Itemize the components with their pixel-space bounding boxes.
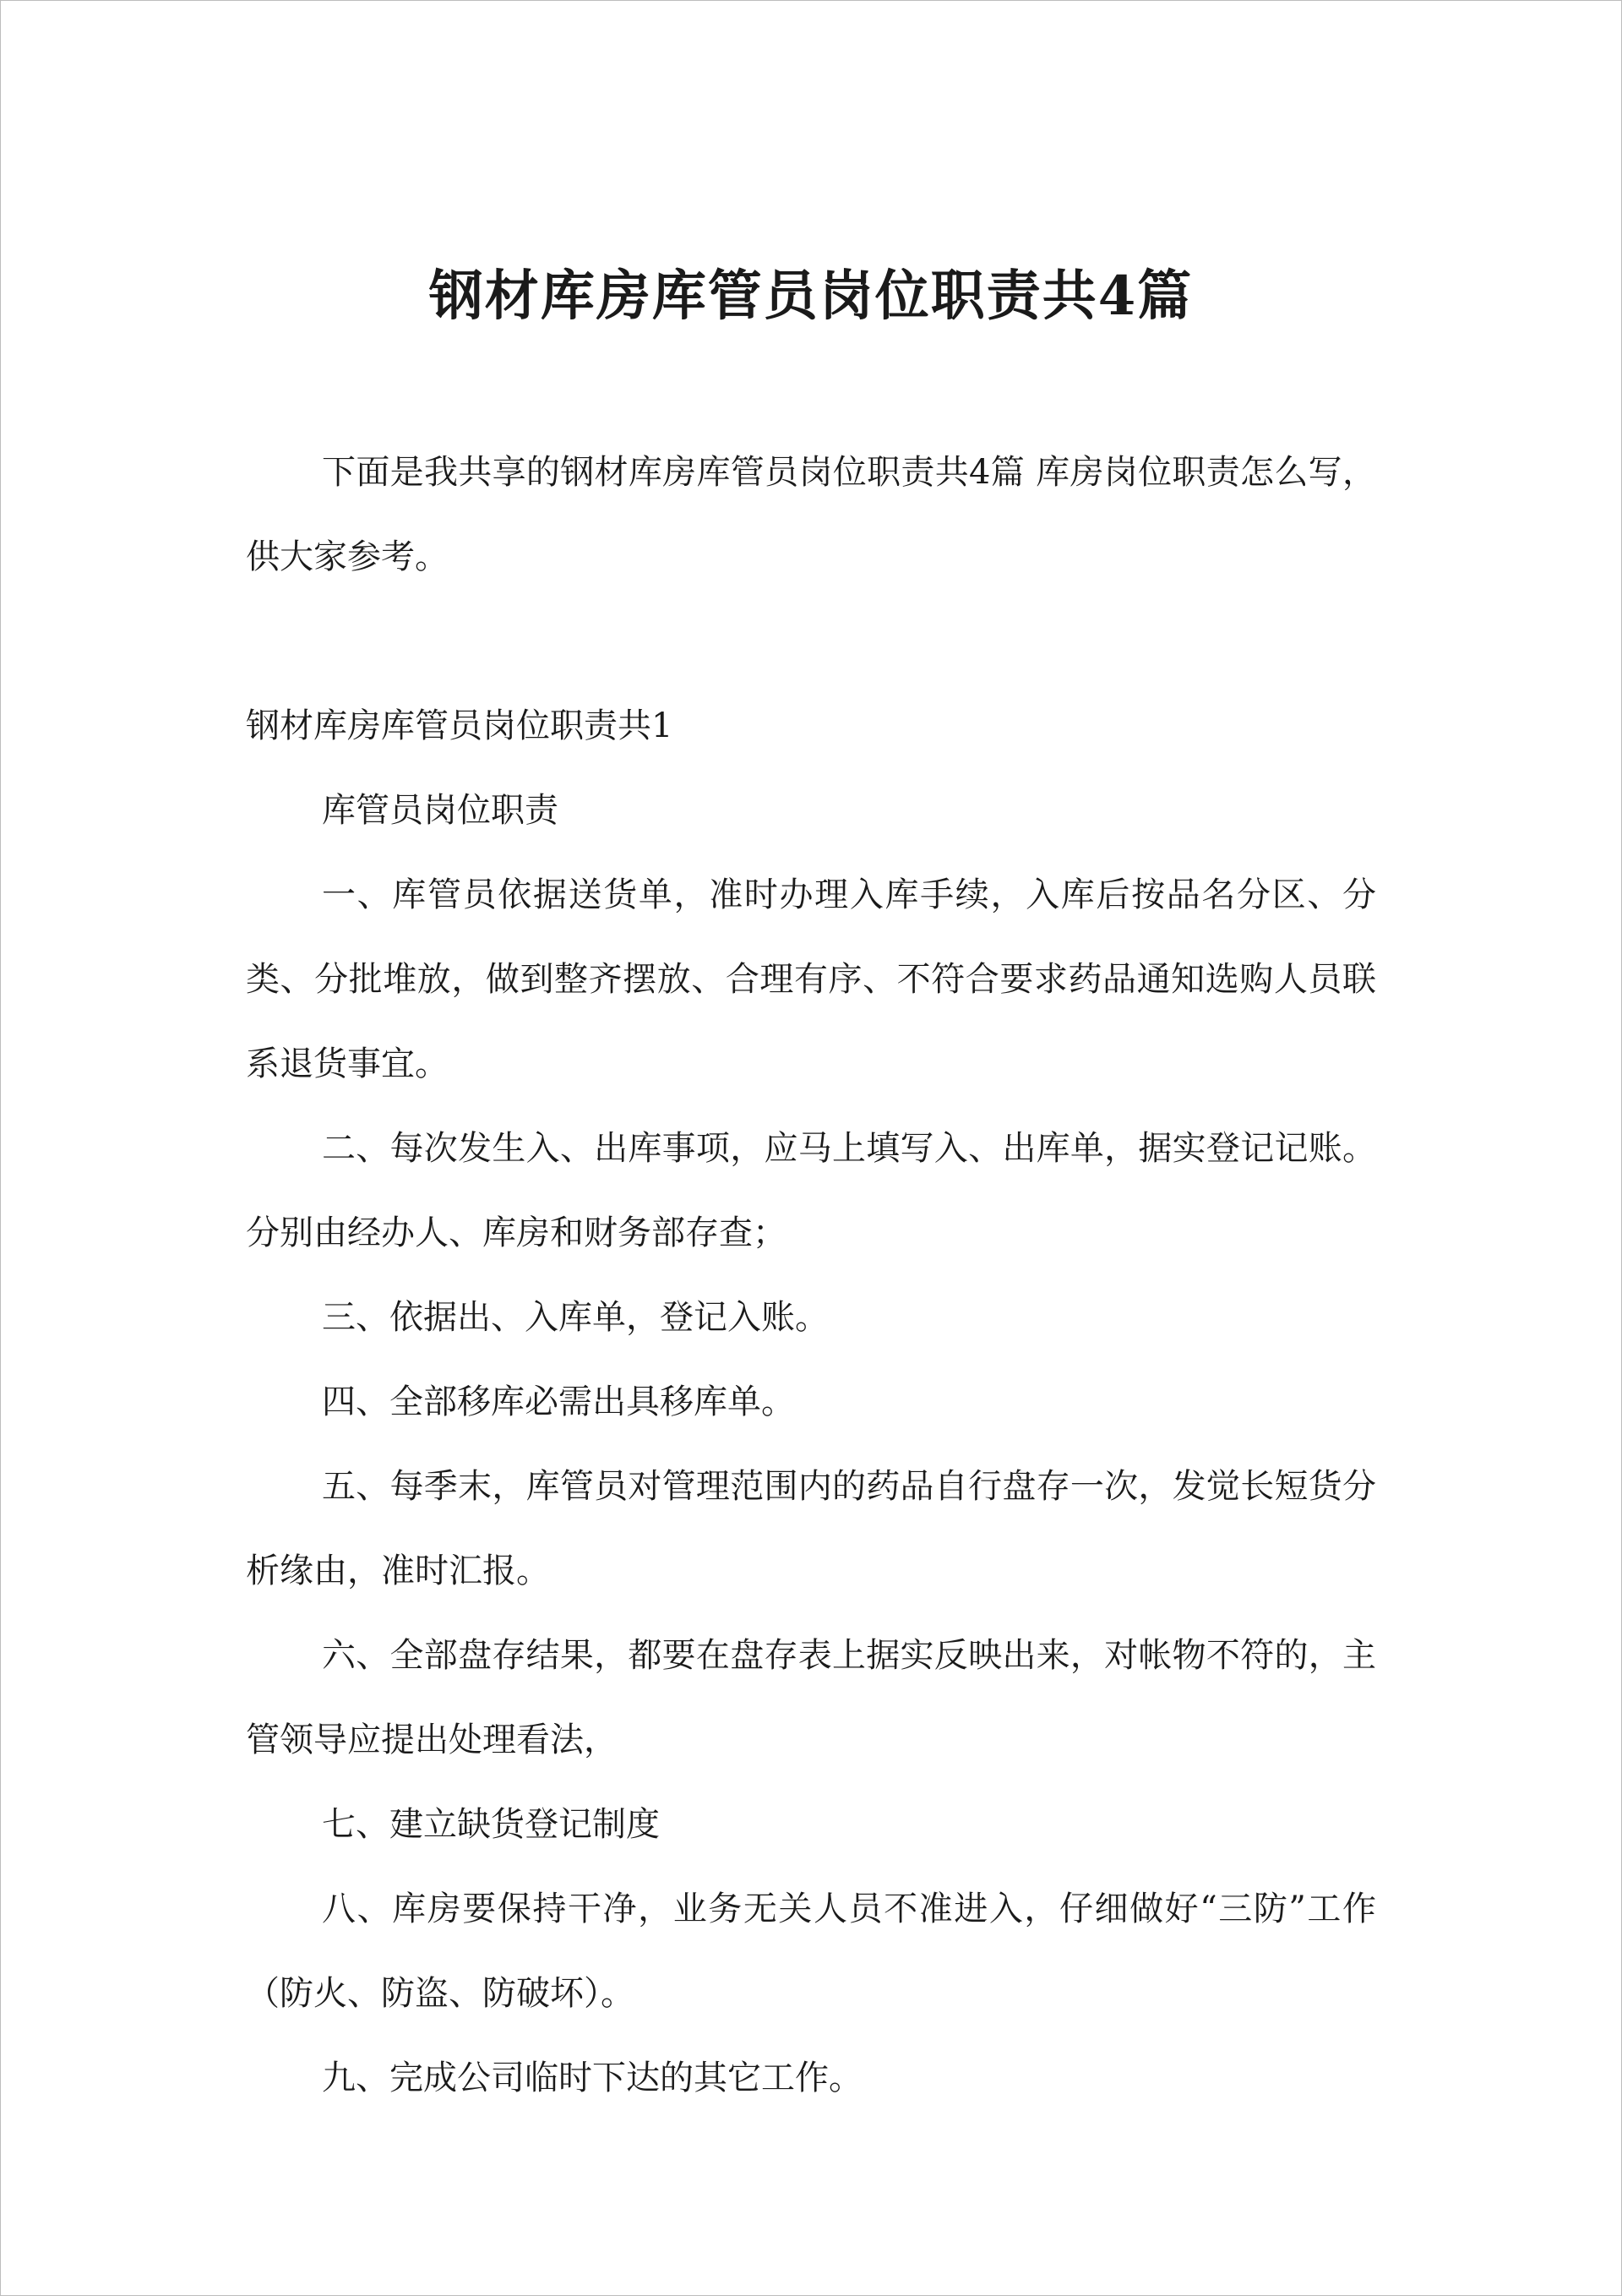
document-title: 钢材库房库管员岗位职责共4篇: [428, 265, 1194, 328]
list-item: 八、库房要保持干净，业务无关人员不准进入，仔细做好“三防”工作（防火、防盗、防破坏）。: [246, 1890, 1376, 2013]
document-body: [246, 254, 1376, 2120]
list-item: 四、全部移库必需出具移库单。: [322, 1383, 795, 1421]
list-item: 一、库管员依据送货单，准时办理入库手续，入库后按品名分区、分类、分批堆放，做到整齐摆放、合理有序、不符合要求药品通知选购人员联系退货事宜。: [246, 875, 1376, 1083]
list-item: 七、建立缺货登记制度: [322, 1805, 660, 1844]
subheading: 库管员岗位职责: [322, 791, 558, 830]
list-item: 九、完成公司临时下达的其它工作。: [322, 2059, 863, 2097]
section-heading: 钢材库房库管员岗位职责共1: [246, 706, 673, 745]
list-item: 二、每次发生入、出库事项，应马上填写入、出库单，据实登记记账。分别由经办人、库房和财务部存查；: [246, 1129, 1376, 1252]
blank-line: [246, 599, 1376, 684]
list-item: 三、依据出、入库单，登记入账。: [322, 1298, 829, 1337]
list-item: 五、每季末，库管员对管理范围内的药品自行盘存一次，发觉长短货分析缘由，准时汇报。: [246, 1467, 1376, 1590]
list-item: 六、全部盘存结果，都要在盘存表上据实反映出来，对帐物不符的，主管领导应提出处理看法，: [246, 1636, 1376, 1759]
intro-paragraph: 下面是我共享的钢材库房库管员岗位职责共4篇 库房岗位职责怎么写，供大家参考。: [246, 453, 1376, 576]
